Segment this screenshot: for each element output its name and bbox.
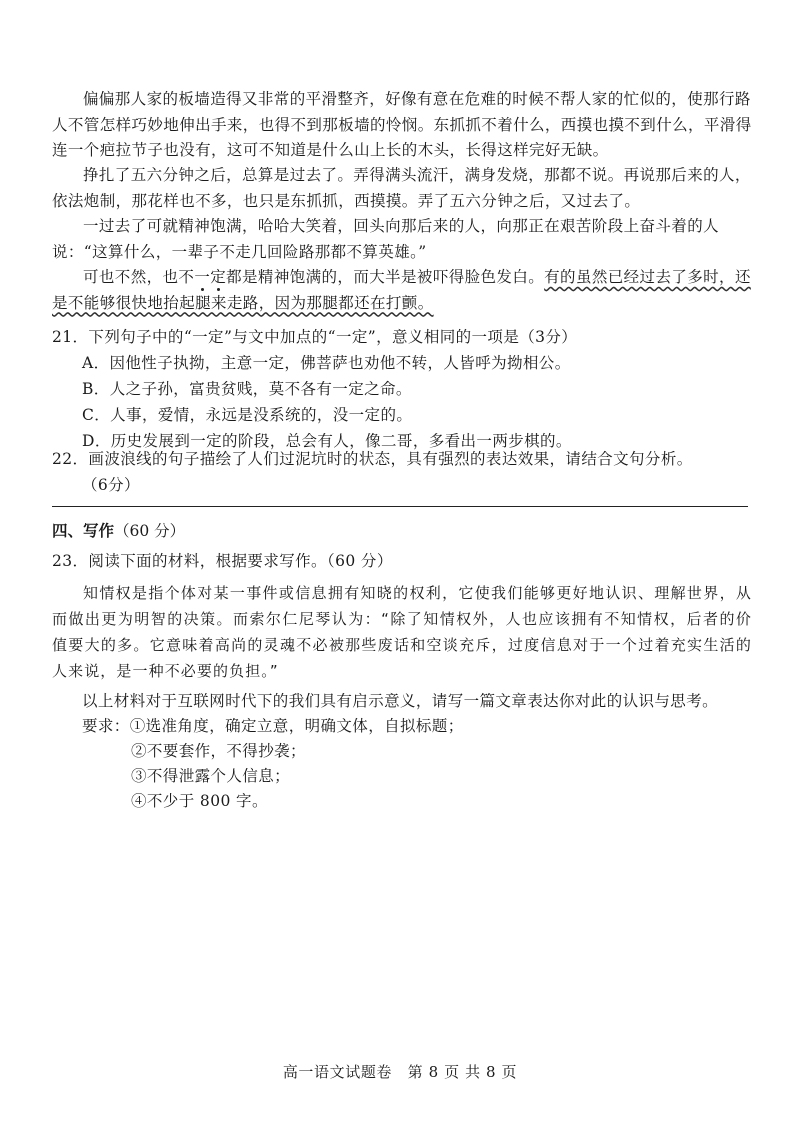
section-divider — [52, 506, 748, 507]
q23-material: 知情权是指个体对某一事件或信息拥有知晓的权利，它使我们能够更好地认识、理解世界，从而做出更为明智的决策。而索尔仁尼琴认为：“除了知情权外，人也应该拥有不知情权，后者的价值要大的多。它意味着高尚的灵魂不必被那些废话和空谈充斥，过度信息对于一个过着充实生活的人来说，是一种不必要的负担。” — [52, 584, 752, 680]
wavy-underlined-sentence: 有的虽然已经过去了多时，还是不能够很快地抬起腿来走路，因为那腿都还在打颤。 — [52, 268, 751, 312]
q23-stem: 23．阅读下面的材料，根据要求写作。（60 分） — [52, 552, 393, 570]
q23-requirement-4: ④不少于 800 字。 — [131, 792, 268, 810]
q23-requirement-3: ③不得泄露个人信息； — [131, 767, 291, 785]
page-footer: 高一语文试题卷 第 8 页 共 8 页 — [282, 1063, 518, 1081]
q21-option-b: B．人之子孙，富贵贫贱，莫不各有一定之命。 — [82, 380, 412, 398]
emphasis-dot-char-2: 定 — [210, 268, 227, 286]
q23-requirement-1: 要求：①选准角度，确定立意，明确文体，自拟标题； — [82, 717, 464, 735]
q23-requirement-2: ②不要套作，不得抄袭； — [131, 742, 306, 760]
section-4-title: 四、写作 — [52, 521, 115, 540]
section-4-heading — [52, 519, 185, 541]
q23-prompt: 以上材料对于互联网时代下的我们具有启示意义，请写一篇文章表达你对此的认识与思考。 — [82, 692, 719, 710]
q22-score: （6分） — [82, 476, 140, 494]
q21-stem: 21．下列句子中的“一定”与文中加点的“一定”，意义相同的一项是（3分） — [52, 328, 578, 346]
passage-paragraph-4 — [52, 265, 752, 316]
passage-p4-middle: 都是精神饱满的，而大半是被吓得脸色发白。 — [226, 268, 545, 286]
q22-stem: 22．画波浪线的句子描绘了人们过泥坑时的状态，具有强烈的表达效果，请结合文句分析。 — [52, 450, 693, 468]
section-4-score: （60 分） — [114, 522, 186, 540]
passage-paragraph-3: 一过去了可就精神饱满，哈哈大笑着，回头向那后来的人，向那正在艰苦阶段上奋斗着的人说：“这算什么，一辈子不走几回险路那都不算英雄。” — [52, 217, 720, 261]
emphasis-dot-char-1: 一 — [194, 268, 211, 286]
q21-option-a: A．因他性子执拗，主意一定，佛菩萨也劝他不转，人皆呼为拗相公。 — [82, 354, 571, 372]
passage-paragraph-1: 偏偏那人家的板墙造得又非常的平滑整齐，好像有意在危难的时候不帮人家的忙似的，使那行路人不管怎样巧妙地伸出手来，也得不到那板墙的怜悯。东抓抓不着什么，西摸也摸不到什么，平滑得连一个疤拉节子也没有，这可不知道是什么山上长的木头，长得这样完好无缺。 — [52, 90, 752, 159]
passage-paragraph-2: 挣扎了五六分钟之后，总算是过去了。弄得满头流汗，满身发烧，那都不说。再说那后来的人，依法炮制，那花样也不多，也只是东抓抓，西摸摸。弄了五六分钟之后，又过去了。 — [52, 166, 751, 210]
q21-option-c: C．人事，爱情，永远是没系统的，没一定的。 — [82, 406, 413, 424]
passage-p4-start: 可也不然，也不 — [83, 268, 195, 286]
q21-option-d: D．历史发展到一定的阶段，总会有人，像二哥，多看出一两步棋的。 — [82, 432, 572, 450]
